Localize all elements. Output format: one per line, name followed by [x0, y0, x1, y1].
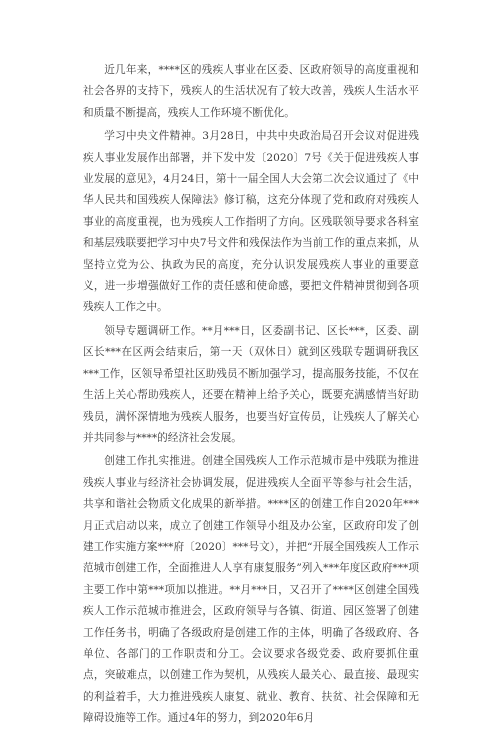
- paragraph-leadership-research: 领导专题调研工作。**月***日，区委副书记、区长***，区委、副区长***在区两会结束后，第一天（双休日）就到区残联专题调研我区***工作，区领导希望社区助残员不断加强学习，提高服务技能，不仅在生活上关心帮助残疾人，还要在精神上给予关心，既要充满感情当好助残员，满怀深情地为残疾人服务，也要当好宣传员，让残疾人了解关心并共同参与****的经济社会发展。: [83, 324, 419, 444]
- paragraph-creation-work: 创建工作扎实推进。创建全国残疾人工作示范城市是中残联为推进残疾人事业与经济社会协调发展，促进残疾人全面平等参与社会生活，共享和谐社会物质文化成果的新举措。****区的创建工作自2020年***月正式启动以来，成立了创建工作领导小组及办公室，区政府印发了创建工作实施方案***府〔2020〕***号文），并把“开展全国残疾人工作示范城市创建工作，全面推进人人享有康复服务”列入***年度区政府***项主要工作中第***项加以推进。**月***日，又召开了****区创建全国残疾人工作示范城市推进会，区政府领导与各镇、街道、园区签署了创建工作任务书，明确了各级政府是创建工作的主体，明确了各级政府、各单位、各部门的工作职责和分工。会议要求各级党委、政府要抓住重点，突破难点，以创建工作为契机，从残疾人最关心、最直接、最现实的利益着手，大力推进残疾人康复、就业、教育、扶贫、社会保障和无障碍设施等工作。通过4年的努力，到2020年6月: [83, 455, 419, 725]
- paragraph-intro: 近几年来，****区的残疾人事业在区委、区政府领导的高度重视和社会各界的支持下，残疾人的生活状况有了较大改善，残疾人生活水平和质量不断提高，残疾人工作环境不断优化。: [83, 64, 419, 119]
- document-body: [83, 60, 419, 732]
- paragraph-study-central-documents: 学习中央文件精神。3月28日，中共中央政治局召开会议对促进残疾人事业发展作出部署，并下发中发〔2020〕7号《关于促进残疾人事业发展的意见》，4月24日，第十一届全国人大会第二次会议通过了《中华人民共和国残疾人保障法》修订稿，这充分体现了党和政府对残疾人事业的高度重视，也为残疾人工作指明了方向。区残联领导要求各科室和基层残联要把学习中央7号文件和残保法作为当前工作的重点来抓，从坚持立党为公、执政为民的高度，充分认识发展残疾人事业的重要意义，进一步增强做好工作的责任感和使命感，要把文件精神贯彻到各项残疾人工作之中。: [83, 130, 419, 314]
